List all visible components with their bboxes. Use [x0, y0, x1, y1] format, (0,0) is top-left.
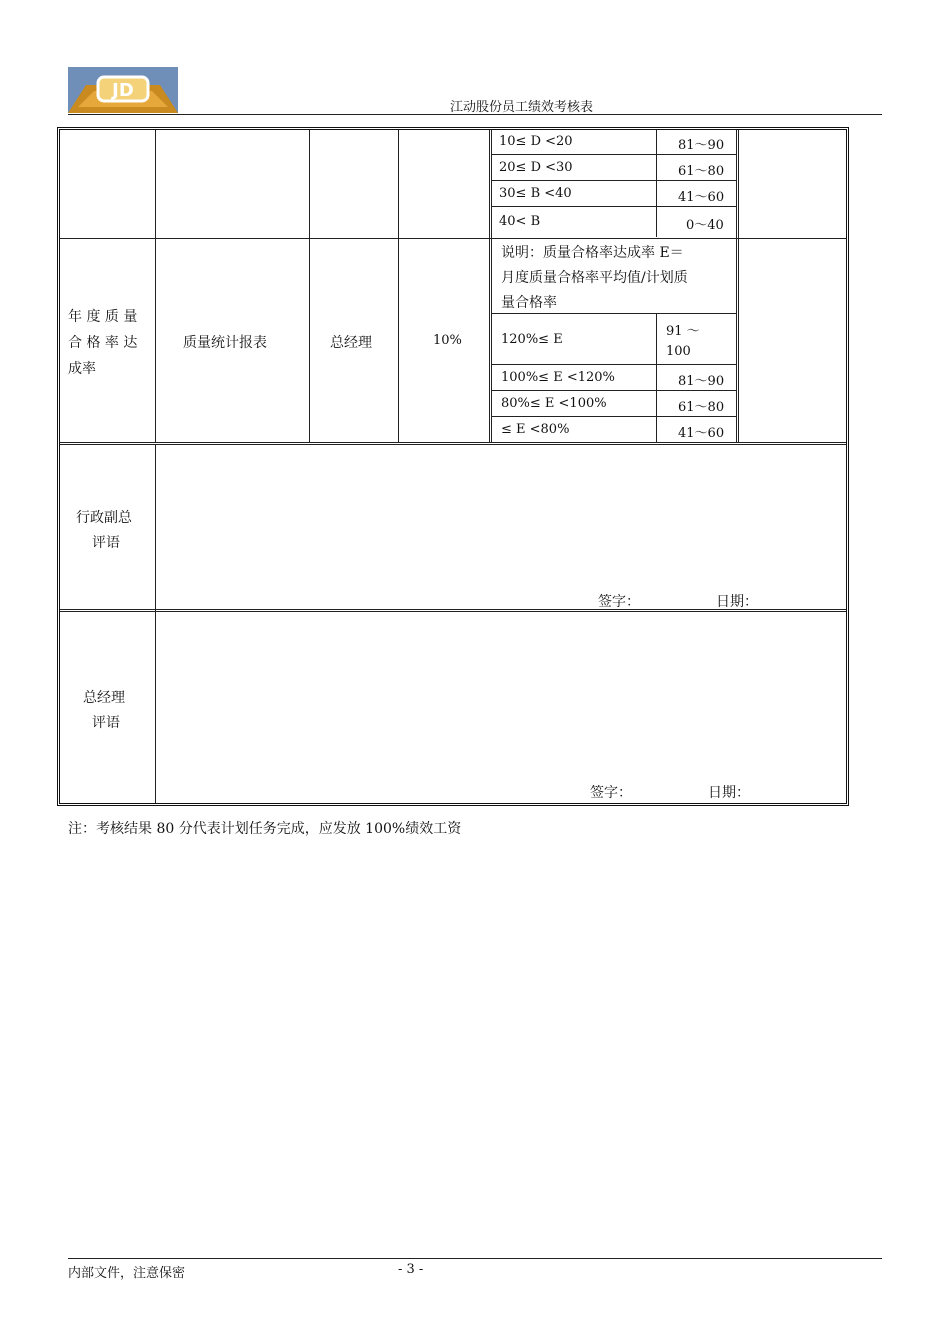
svg-text:JD: JD: [112, 80, 134, 101]
score-cell: 41～60: [678, 426, 725, 441]
subrow-divider: [491, 154, 737, 155]
col-divider: [398, 130, 399, 442]
subrow-divider: [491, 364, 737, 365]
gm-comment-label: 评语: [92, 715, 120, 731]
page-number: - 3 -: [398, 1262, 424, 1277]
score-cell: 41～60: [678, 190, 725, 205]
score-cell: 81～90: [678, 138, 725, 153]
note-line: 月度质量合格率平均值/计划质: [501, 270, 688, 286]
row-divider: [60, 238, 846, 239]
subrow-divider: [491, 313, 737, 314]
subrow-divider: [491, 206, 737, 207]
confidential-label: 内部文件，注意保密: [68, 1266, 186, 1281]
score-cell: 100: [666, 344, 691, 359]
col-divider: [736, 130, 739, 442]
vp-comment-area[interactable]: [158, 446, 844, 608]
range-cell: 10≤ D <20: [499, 134, 573, 149]
header-rule: [68, 114, 882, 115]
score-cell: 81～90: [678, 374, 725, 389]
assessor: 总经理: [330, 335, 372, 351]
subrow-divider: [491, 390, 737, 391]
col-divider: [155, 130, 156, 442]
subrow-divider: [491, 180, 737, 181]
range-cell: 20≤ D <30: [499, 160, 573, 175]
gm-comment-area[interactable]: [158, 613, 844, 803]
vp-comment-label: 行政副总: [76, 510, 132, 526]
range-cell: 100%≤ E <120%: [501, 370, 615, 385]
range-cell: 80%≤ E <100%: [501, 396, 607, 411]
company-logo: [68, 67, 178, 113]
range-cell: 30≤ B <40: [499, 186, 572, 201]
subrow-divider: [491, 416, 737, 417]
col-divider: [656, 313, 657, 442]
date-label: 日期：: [708, 785, 750, 801]
gm-comment-label: 总经理: [83, 690, 125, 706]
footer-rule: [68, 1258, 882, 1259]
row-divider: [60, 442, 846, 445]
score-cell: 61～80: [678, 400, 725, 415]
col-divider: [489, 130, 492, 442]
note-line: 量合格率: [501, 295, 557, 311]
col-divider: [656, 130, 657, 237]
range-cell: 40< B: [499, 214, 541, 229]
range-cell: 120%≤ E: [501, 332, 563, 347]
table-note: 注：考核结果 80 分代表计划任务完成，应发放 100%绩效工资: [68, 821, 462, 837]
signature-label: 签字：: [598, 594, 640, 610]
score-cell: 0～40: [686, 218, 724, 233]
date-label: 日期：: [716, 594, 758, 610]
col-divider: [155, 445, 156, 803]
indicator-name-line: 合 格 率 达: [68, 335, 138, 351]
weight: 10%: [433, 333, 462, 348]
score-cell: 61～80: [678, 164, 725, 179]
document-title: 江动股份员工绩效考核表: [450, 100, 594, 115]
col-divider: [309, 130, 310, 442]
indicator-name-line: 年 度 质 量: [68, 309, 138, 325]
note-line: 说明：质量合格率达成率 E＝: [501, 245, 684, 261]
data-source: 质量统计报表: [183, 335, 267, 351]
range-cell: ≤ E <80%: [501, 422, 570, 437]
indicator-name-line: 成率: [68, 361, 96, 377]
score-cell: 91 ～: [666, 324, 700, 339]
signature-label: 签字：: [590, 785, 632, 801]
vp-comment-label: 评语: [92, 535, 120, 551]
